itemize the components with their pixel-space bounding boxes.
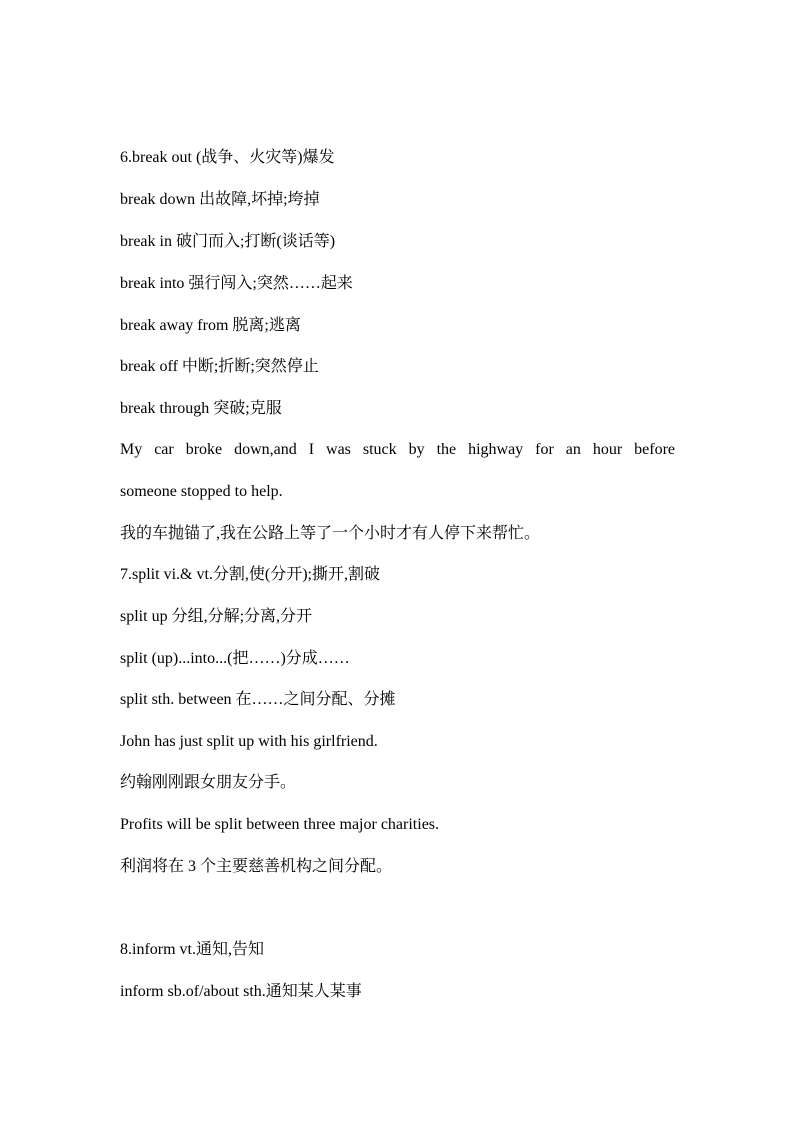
entry-heading-inform: 8.inform vt.通知,告知 <box>120 941 264 958</box>
phrase-break-into: break into 强行闯入;突然……起来 <box>120 275 353 292</box>
example-sentence-en-2: John has just split up with his girlfriend. <box>120 733 378 750</box>
phrase-break-down: break down 出故障,坏掉;垮掉 <box>120 191 320 208</box>
example-translation-zh-2: 约翰刚刚跟女朋友分手。 <box>120 774 297 791</box>
entry-heading-break-out: 6.break out (战争、火灾等)爆发 <box>120 149 335 166</box>
phrase-break-in: break in 破门而入;打断(谈话等) <box>120 233 336 250</box>
phrase-break-off: break off 中断;折断;突然停止 <box>120 358 319 375</box>
phrase-break-away-from: break away from 脱离;逃离 <box>120 317 301 334</box>
example-translation-zh-3: 利润将在 3 个主要慈善机构之间分配。 <box>120 858 393 875</box>
example-sentence-en-1a: My car broke down,and I was stuck by the highway for an hour before <box>120 441 675 458</box>
phrase-break-through: break through 突破;克服 <box>120 400 282 417</box>
phrase-inform-of-about: inform sb.of/about sth.通知某人某事 <box>120 983 362 1000</box>
example-translation-zh-1: 我的车抛锚了,我在公路上等了一个小时才有人停下来帮忙。 <box>120 525 541 542</box>
entry-heading-split: 7.split vi.& vt.分割,使(分开);撕开,割破 <box>120 566 381 583</box>
phrase-split-up: split up 分组,分解;分离,分开 <box>120 608 313 625</box>
phrase-split-between: split sth. between 在……之间分配、分摊 <box>120 691 396 708</box>
example-sentence-en-3: Profits will be split between three major charities. <box>120 816 440 833</box>
phrase-split-into: split (up)...into...(把……)分成…… <box>120 650 350 667</box>
example-sentence-en-1b: someone stopped to help. <box>120 483 283 500</box>
